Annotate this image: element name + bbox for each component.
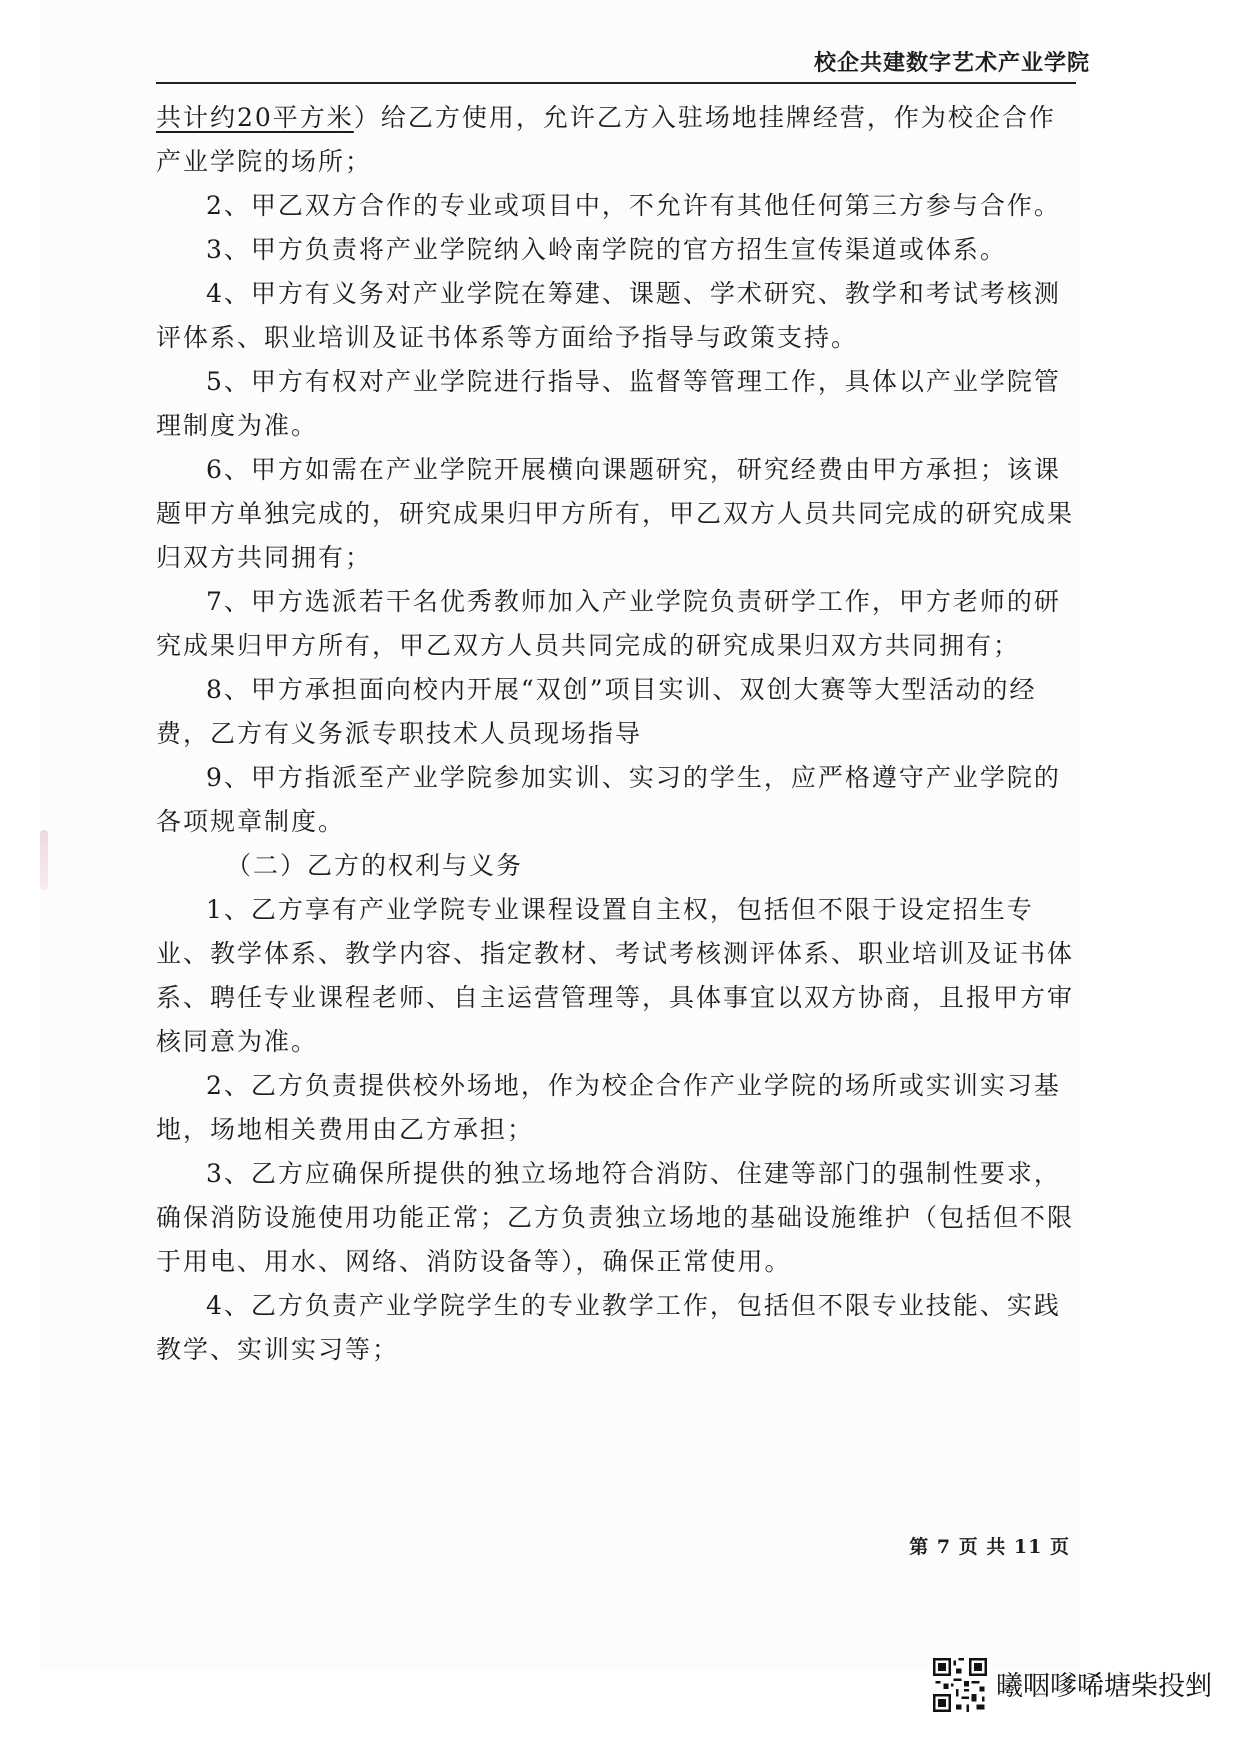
page-number: 第 7 页 共 11 页 [909, 1536, 1070, 1558]
paragraph-continuation [156, 96, 1076, 184]
party-b-item-1: 1、乙方享有产业学院专业课程设置自主权，包括但不限于设定招生专业、教学体系、教学内容、指定教材、考试考核测评体系、职业培训及证书体系、聘任专业课程老师、自主运营管理等，具体事宜以双方协商，且报甲方审核同意为准。 [156, 895, 1075, 1056]
section-heading-party-b: （二）乙方的权利与义务 [226, 851, 524, 880]
party-b-item-4: 4、乙方负责产业学院学生的专业教学工作，包括但不限专业技能、实践教学、实训实习等； [156, 1291, 1061, 1364]
party-a-item-2: 2、甲乙双方合作的专业或项目中，不允许有其他任何第三方参与合作。 [206, 191, 1061, 220]
qr-code-icon [933, 1658, 987, 1712]
party-a-item-7: 7、甲方选派若干名优秀教师加入产业学院负责研学工作，甲方老师的研究成果归甲方所有，甲乙双方人员共同完成的研究成果归双方共同拥有； [156, 587, 1061, 660]
party-a-item-9: 9、甲方指派至产业学院参加实训、实习的学生，应严格遵守产业学院的各项规章制度。 [156, 763, 1061, 836]
scan-smudge [40, 830, 48, 890]
paragraph-continuation-rest: ）给乙方使用，允许乙方入驻场地挂牌经营，作为校企合作产业学院的场所； [156, 103, 1056, 176]
header-title: 校企共建数字艺术产业学院 [813, 51, 1090, 76]
watermark-text: 曦咽嗲唏塘柴投剉 [996, 1671, 1212, 1702]
party-a-item-5: 5、甲方有权对产业学院进行指导、监督等管理工作，具体以产业学院管理制度为准。 [156, 367, 1061, 440]
party-a-item-6: 6、甲方如需在产业学院开展横向课题研究，研究经费由甲方承担；该课题甲方单独完成的，研究成果归甲方所有，甲乙双方人员共同完成的研究成果归双方共同拥有； [156, 455, 1075, 572]
party-a-item-3: 3、甲方负责将产业学院纳入岭南学院的官方招生宣传渠道或体系。 [206, 235, 1007, 264]
party-b-item-2: 2、乙方负责提供校外场地，作为校企合作产业学院的场所或实训实习基地，场地相关费用由乙方承担； [156, 1071, 1061, 1144]
party-a-item-4: 4、甲方有义务对产业学院在筹建、课题、学术研究、教学和考试考核测评体系、职业培训及证书体系等方面给予指导与政策支持。 [156, 279, 1061, 352]
header-rule [156, 82, 1076, 84]
party-a-item-8: 8、甲方承担面向校内开展“双创”项目实训、双创大赛等大型活动的经费，乙方有义务派专职技术人员现场指导 [156, 675, 1037, 748]
party-b-item-3: 3、乙方应确保所提供的独立场地符合消防、住建等部门的强制性要求，确保消防设施使用功能正常；乙方负责独立场地的基础设施维护（包括但不限于用电、用水、网络、消防设备等），确保正常使用。 [156, 1159, 1075, 1276]
document-body [156, 96, 1076, 1372]
underlined-area-text: 共计约20平方米 [156, 103, 354, 132]
